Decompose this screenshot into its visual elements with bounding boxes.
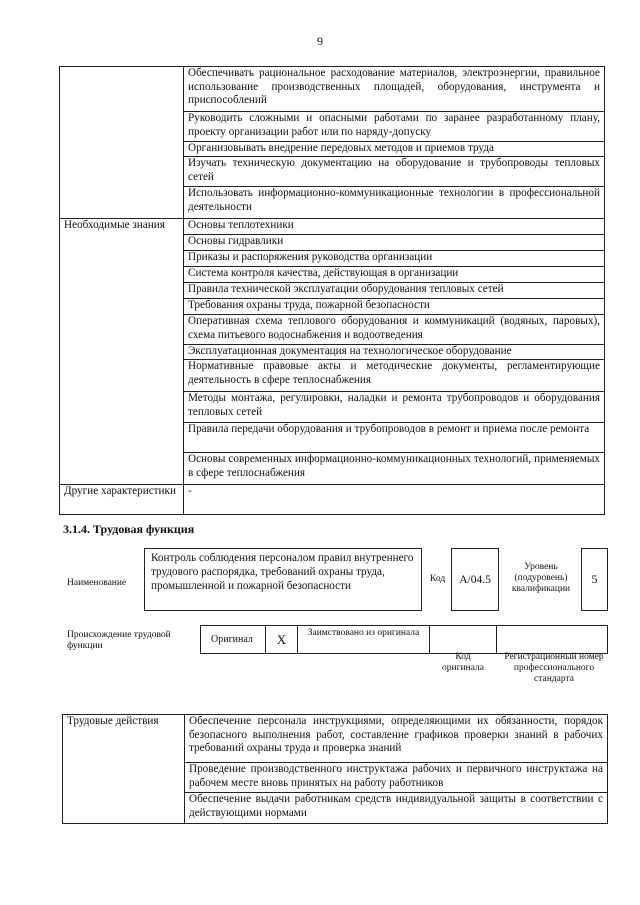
code-original-cell — [429, 625, 497, 654]
function-name-value: Контроль соблюдения персоналом правил внутреннего трудового распорядка, требований охраны труда, промышленной и пожарной безопасности — [144, 548, 422, 611]
knowledge-item: Эксплуатационная документация на технологическое оборудование — [184, 345, 605, 360]
knowledge-item: Приказы и распоряжения руководства организации — [184, 251, 605, 267]
level-value: 5 — [581, 548, 608, 611]
knowledge-item: Оперативная схема теплового оборудования и коммуникаций (водяных, паровых), схема питьевого водоснабжения и водоотведения — [184, 315, 605, 345]
section-heading: 3.1.4. Трудовая функция — [63, 522, 195, 536]
borrowed-label: Заимствовано из оригинала — [297, 625, 430, 654]
knowledge-item: Основы гидравлики — [184, 235, 605, 251]
knowledge-item: Требования охраны труда, пожарной безопасности — [184, 299, 605, 315]
knowledge-item: Основы современных информационно-коммуникационных технологий, применяемых в сфере теплоснабжения — [184, 453, 605, 485]
actions-table — [62, 714, 608, 824]
actions-label: Трудовые действия — [63, 715, 185, 824]
action-item: Обеспечение выдачи работникам средств индивидуальной защиты в соответствии с действующими нормами — [185, 793, 608, 824]
reg-number-label: Регистрационный номер профессионального стандарта — [504, 652, 604, 684]
level-label: Уровень (подуровень) квалификации — [511, 562, 571, 594]
knowledge-item: Система контроля качества, действующая в организации — [184, 267, 605, 283]
skill-item: Руководить сложными и опасными работами по заранее разработанному плану, проекту организации работ или по наряду-допуску — [184, 112, 605, 142]
other-label: Другие характеристики — [60, 485, 184, 515]
skill-item: Обеспечивать рациональное расходование материалов, электроэнергии, правильное использование производственных площадей, оборудования, инструмента и приспособлений — [184, 67, 605, 112]
action-item: Обеспечение персонала инструкциями, определяющими их обязанности, порядок безопасного выполнения работ, составление графиков проверки знаний в рабочих требований охраны труда и проверка знаний — [185, 715, 608, 763]
page-number: 9 — [317, 34, 323, 48]
other-value: - — [184, 485, 605, 515]
original-mark: X — [265, 625, 298, 654]
knowledge-label: Необходимые знания — [60, 219, 184, 485]
reg-number-cell — [496, 625, 608, 654]
knowledge-item: Правила передачи оборудования и трубопроводов в ремонт и приема после ремонта — [184, 423, 605, 453]
competence-table — [59, 66, 605, 515]
knowledge-item: Правила технической эксплуатации оборудования тепловых сетей — [184, 283, 605, 299]
skill-item: Организовывать внедрение передовых методов и приемов труда — [184, 142, 605, 157]
skill-item: Изучать техническую документацию на оборудование и трубопроводы тепловых сетей — [184, 157, 605, 187]
code-value: A/04.5 — [451, 548, 499, 611]
action-item: Проведение производственного инструктажа рабочих и первичного инструктажа на рабочем месте вновь принятых на работу работников — [185, 763, 608, 793]
name-label: Наименование — [67, 578, 127, 588]
skill-item: Использовать информационно-коммуникационные технологии в профессиональной деятельности — [184, 187, 605, 219]
knowledge-item: Методы монтажа, регулировки, наладки и ремонта трубопроводов и оборудования тепловых сетей — [184, 392, 605, 423]
code-original-label: Код оригинала — [442, 652, 484, 673]
original-label: Оригинал — [200, 625, 266, 654]
origin-label: Происхождение трудовой функции — [67, 630, 171, 651]
knowledge-item: Основы теплотехники — [184, 219, 605, 235]
knowledge-item: Нормативные правовые акты и методические документы, регламентирующие деятельность в сфере теплоснабжения — [184, 360, 605, 392]
empty-label-cell — [60, 67, 184, 219]
code-label: Код — [430, 574, 446, 584]
